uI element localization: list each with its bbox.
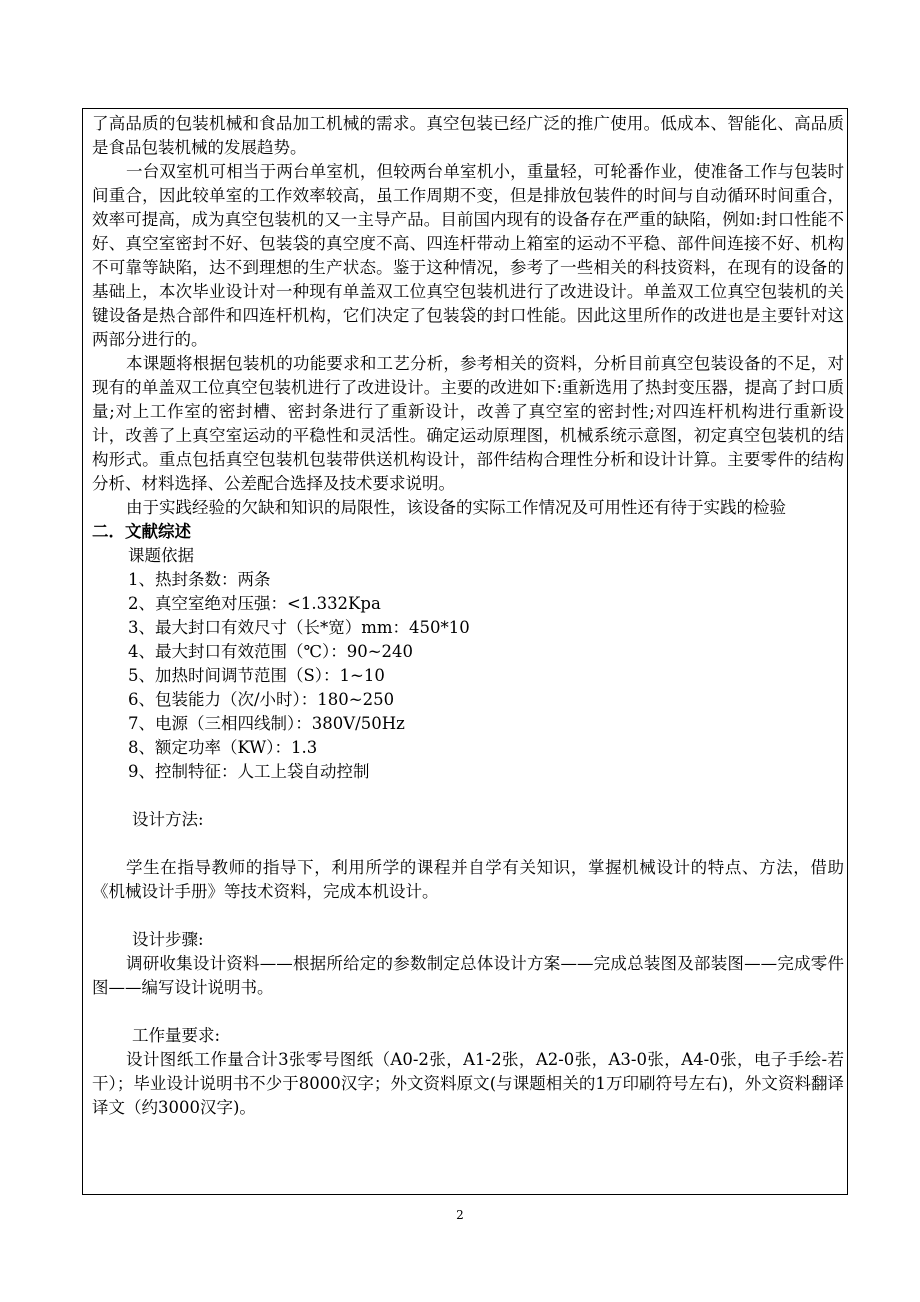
- parameter-item: 2、真空室绝对压强：<1.332Kpa: [128, 594, 381, 613]
- method-label: 设计方法:: [132, 810, 204, 829]
- parameter-item: 7、电源（三相四线制）：380V/50Hz: [128, 714, 405, 733]
- parameter-item: 6、包装能力（次/小时）：180~250: [128, 690, 395, 709]
- parameter-item: 5、加热时间调节范围（S）：1~10: [128, 666, 385, 685]
- page-number: 2: [456, 1208, 464, 1222]
- parameter-item: 1、热封条数：两条: [128, 570, 271, 589]
- basis-label: 课题依据: [128, 546, 194, 565]
- workload-label: 工作量要求:: [132, 1026, 221, 1045]
- section-heading-literature-review: 二．文献综述: [92, 522, 191, 541]
- parameter-item: 4、最大封口有效范围（℃）：90~240: [128, 642, 414, 661]
- parameter-list: [92, 568, 844, 784]
- parameter-item: 9、控制特征：人工上袋自动控制: [128, 762, 370, 781]
- method-text: 学生在指导教师的指导下，利用所学的课程并自学有关知识，掌握机械设计的特点、方法，借助《机械设计手册》等技术资料，完成本机设计。: [92, 858, 844, 901]
- paragraph-double-chamber: 一台双室机可相当于两台单室机，但较两台单室机小，重量轻，可轮番作业，使准备工作与包装时间重合，因此较单室的工作效率较高，虽工作周期不变，但是排放包装件的时间与自动循环时间重合，效率可提高，成为真空包装机的又一主导产品。目前国内现有的设备存在严重的缺陷，例如:封口性能不好、真空室密封不好、包装袋的真空度不高、四连杆带动上箱室的运动不平稳、部件间连接不好、机构不可靠等缺陷，达不到理想的生产状态。鉴于这种情况，参考了一些相关的科技资料，在现有的设备的基础上，本次毕业设计对一种现有单盖双工位真空包装机进行了改进设计。单盖双工位真空包装机的关键设备是热合部件和四连杆机构，它们决定了包装袋的封口性能。因此这里所作的改进也是主要针对这两部分进行的。: [92, 162, 844, 349]
- steps-label: 设计步骤:: [132, 930, 204, 949]
- parameter-item: 8、额定功率（KW）：1.3: [128, 738, 318, 757]
- workload-text: 设计图纸工作量合计3张零号图纸（A0-2张，A1-2张，A2-0张，A3-0张，A4-0张，电子手绘-若干）；毕业设计说明书不少于8000汉字；外文资料原文(与课题相关的1万印刷符号左右)，外文资料翻译译文（约3000汉字)。: [92, 1050, 844, 1117]
- paragraph-topic: 本课题将根据包装机的功能要求和工艺分析，参考相关的资料，分析目前真空包装设备的不足，对现有的单盖双工位真空包装机进行了改进设计。主要的改进如下:重新选用了热封变压器，提高了封口质量;对上工作室的密封槽、密封条进行了重新设计，改善了真空室的密封性;对四连杆机构进行重新设计，改善了上真空室运动的平稳性和灵活性。确定运动原理图，机械系统示意图，初定真空包装机的结构形式。重点包括真空包装机包装带供送机构设计，部件结构合理性分析和设计计算。主要零件的结构分析、材料选择、公差配合选择及技术要求说明。: [92, 354, 844, 493]
- paragraph-limitation: 由于实践经验的欠缺和知识的局限性，该设备的实际工作情况及可用性还有待于实践的检验: [126, 498, 786, 517]
- paragraph-intro-tail: 了高品质的包装机械和食品加工机械的需求。真空包装已经广泛的推广使用。低成本、智能化、高品质是食品包装机械的发展趋势。: [92, 114, 844, 157]
- steps-text: 调研收集设计资料——根据所给定的参数制定总体设计方案——完成总装图及部装图——完成零件图——编写设计说明书。: [92, 954, 844, 997]
- document-body: [92, 112, 844, 1120]
- parameter-item: 3、最大封口有效尺寸（长*宽）mm：450*10: [128, 618, 470, 637]
